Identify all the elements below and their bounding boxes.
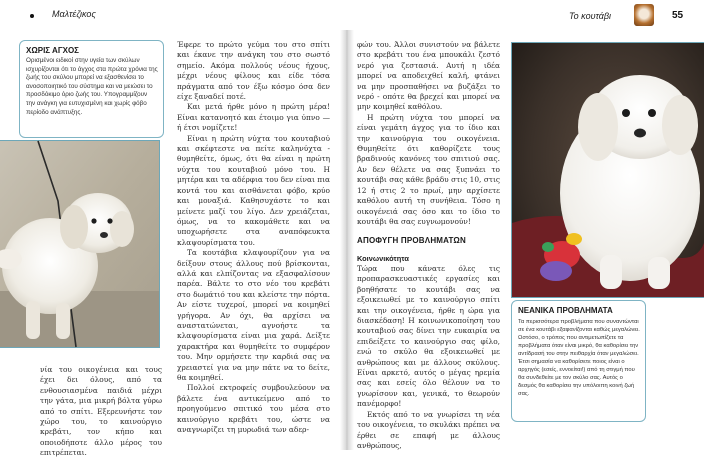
sidebar-no-stress-body: Ορισμένοι ειδικοί στην υγεία των σκύλων ισχυρίζονται ότι το άγχος στα πρώτα χρόνια της ζωής του σκύλου μπορεί να εξασθενίσει το ανοσοποιητικό του σύστημα και να μειώσει το προσδόκιμο όριο ζωής του. Υπογραμμίζουν την ανάγκη για ευτυχισμένη και χωρίς φόβο περίοδο ανάπτυξης.: [26, 57, 158, 116]
sidebar-no-stress-title: ΧΩΡΙΣ ΑΓΧΟΣ: [26, 46, 79, 55]
column-3-text: [357, 40, 500, 225]
column-1-bottom-paragraph: νία του οικογένεια και τους έχει δει όλους, από τα ενθουσιασμένα παιδιά μέχρι την γάτα, μια μικρή βόλτα γύρω από το σπίτι. Εξερευνήστε τον χώρο του, το καινούργιο κρεβάτι, τον κήπο και οποιοδήποτε άλλο μέρος του επιτρέπεται.: [40, 365, 162, 458]
column-2-text: [177, 40, 330, 435]
column-3-section-text: [357, 264, 500, 450]
sidebar-puppy-problems: [511, 300, 646, 422]
puppy-photo-right: [511, 42, 704, 298]
column-3-paragraph: φών του. Άλλοι συνιστούν να βάλετε στο κρεβάτι του ένα μπουκάλι ζεστό νερό για ζεστασιά. Αυτή η ιδέα μπορεί να αποδειχθεί καλή, φτάνει να μην προσπαθήσει να βυζάξει το νερό - οπότε θα βρεχεί και μπορεί να μην κοιμηθεί καθόλου.: [357, 40, 500, 112]
column-3-paragraph: Η πρώτη νύχτα του μπορεί να είναι γεμάτη άγχος για το ίδιο και την καινούργια του οικογένεια. Θυμηθείτε ότι καθορίζετε τους βραδινούς κανόνες του σπιτιού σας. Αν δεν θέλετε να σας ξυπνάει το κουτάβι σας κάθε βράδυ στις 10, στις 12 ή στις 2 το πρωί, μην αρχίσετε καθόλου αυτή τη συνήθεια. Τόσο η οικογένειά σας όσο και το ίδιο το κουτάβι θα σας ευγνωμονούν!: [357, 112, 500, 226]
column-3-section-paragraph: Τώρα που κάνατε όλες τις προπαρασκευαστικές εργασίες και βοηθήσατε το κουτάβι σας να εξοικειωθεί με το καινούργιο σπίτι και την οικογένεια, ήρθε η ώρα για διασκέδαση! Η κοινωνικοποίηση του κουταβιού σας δίνει την ευκαιρία να επιδείξετε το καινούργιο σας φίλο, ενώ το σκύλο θα εξοικειωθεί με ανθρώπους και με άλλους σκύλους. Είναι αρκετό, αυτός ο μέγας ηρεμία σας και εσείς όλο θέλουν να το γνωρίσουν και, γενικά, το θεωρούν πανέμορφο!: [357, 264, 500, 409]
header-right-title: Το κουτάβι: [569, 11, 612, 21]
section-title-avoiding-problems: ΑΠΟΦΥΓΗ ΠΡΟΒΛΗΜΑΤΩΝ: [357, 236, 467, 245]
sidebar-no-stress: [19, 40, 164, 138]
column-2-paragraph: Έφερε το πρώτο γεύμα του στο σπίτι και έκανε την ανάγκη του στο σωστό σημείο. Ακόμα πολλούς νέους ήχους, μέχρι νέους φίλους και είδε τόσα πράγματα από τον έξω κόσμο όσα δεν είχε ξαναδεί ποτέ.: [177, 40, 330, 102]
column-1-bottom-text: [40, 365, 162, 458]
sidebar-puppy-problems-body: Τα περισσότερα προβλήματα που συναντώνται σε ένα κουτάβι εξαφανίζονται καθώς μεγαλώνει. Ωστόσο, ο τρόπος που αντιμετωπίζετε τα προβλήματα όταν είναι μικρό, θα καθορίσει την αντίδρασή του στην πειθαρχία όταν μεγαλώσει. Έτσι σημασία να καθορίσετε ποιος είναι ο αρχηγός (εσείς, εννοείται!) από τη στιγμή που θα συνδεθείτε με τον σκύλο σας. Αυτός ο δεσμός θα καθορίσει την υπόλοιπη κοινή ζωή σας.: [518, 319, 640, 397]
column-2-paragraph: Και μετά ήρθε μόνο η πρώτη μέρα! Είναι κατανοητό και έτοιμο για ύπνο — ή έτσι νομίζετε!: [177, 102, 330, 133]
page-number: 55: [672, 10, 684, 21]
header-logo-icon: [634, 4, 654, 26]
header-left-title: Μαλτέζικος: [52, 9, 96, 19]
column-3-section-paragraph: Εκτός από το να γνωρίσει τη νέα του οικογένεια, το σκυλάκι πρέπει να έρθει σε επαφή με άλλους ανθρώπους,: [357, 409, 500, 450]
column-2-paragraph: Τα κουτάβια κλαψουρίζουν για να δείξουν στους άλλους πού βρίσκονται, αλλά και ελπίζοντας να εξασφαλίσουν παρέα. Βάλτε το στο νέο του κρεβάτι στο δωμάτιό του και κλείστε την πόρτα. Αν είστε τυχεροί, μπορεί να κοιμηθεί γρήγορα. Αν όχι, θα αρχίσει να αναστατώνεται, αγνοήστε τα κλαψουρίσματα είναι μια χαρά. Δείξτε χαρακτήρα και θυμηθείτε το συμφέρον του. Μην ορμήσετε την καρδιά σας να χρειαστεί για να μην πάτε να το δείτε, θα κοιμηθεί.: [177, 248, 330, 382]
puppy-photo-left: [0, 140, 160, 348]
column-2-paragraph: Είναι η πρώτη νύχτα του κουταβιού και σκέφτεστε να πείτε καληνύχτα - θυμηθείτε, όμως, ότι θα είναι η πρώτη νύχτα του κουταβιού μόνο του. Η μητέρα και τα αδέρφια του δεν είναι πια κοντά του και αισθάνεται φόβο, κρύο και μοναξιά. Καθησυχάστε το και μείνετε μαζί του λίγο. Δεν χρειάζεται, όμως, να το κακομάθετε και να υποχωρήσετε στα αναπόφευκτα κλαψουρίσματα του.: [177, 133, 330, 247]
puppy-photo-right-image: [512, 43, 704, 297]
column-2-paragraph: Πολλοί εκτροφείς συμβουλεύουν να βάλετε ένα αντικείμενο από το προηγούμενο σπιτικό του μέσα στο καινούργιο κρεβάτι του, ώστε να αναγνωρίζει τη μυρωδιά των αδερ-: [177, 383, 330, 435]
sidebar-puppy-problems-title: ΝΕΑΝΙΚΑ ΠΡΟΒΛΗΜΑΤΑ: [518, 306, 613, 315]
page-gutter: [340, 30, 354, 450]
subsection-title-socialization: Κοινωνικότητα: [357, 254, 409, 263]
puppy-photo-left-image: [0, 141, 159, 347]
header-bullet-icon: [30, 14, 34, 18]
